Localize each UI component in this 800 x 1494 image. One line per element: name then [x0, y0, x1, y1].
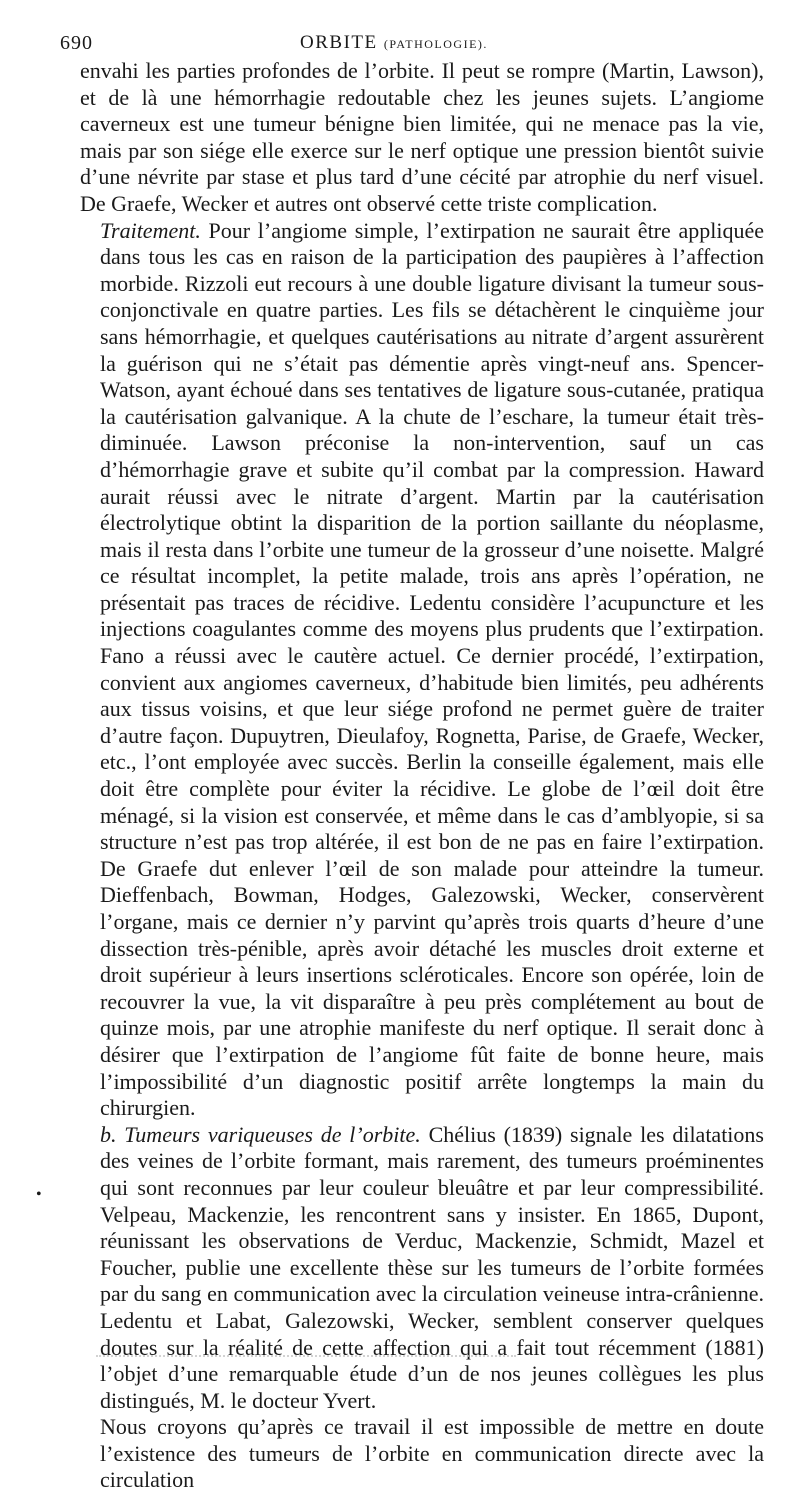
running-head: [60, 26, 764, 58]
page-title: [300, 32, 488, 54]
footer-dotted-rule: [96, 1355, 516, 1359]
paragraph-traitement: [80, 218, 764, 1122]
paragraph-tumeurs-variqueuses: [80, 1122, 764, 1415]
margin-mark: •: [36, 1186, 42, 1203]
paragraph-lead: Traitement.: [100, 217, 201, 243]
paragraph-lead: b. Tumeurs variqueuses de l’orbite.: [100, 1121, 421, 1147]
paragraph-conclusion: [80, 1414, 764, 1494]
paragraph-text: Nous croyons qu’après ce travail il est impossible de mettre en doute l’existence des tumeurs de l’orbite en communication directe avec la circulation: [100, 1414, 764, 1493]
page-title-subtitle: (PATHOLOGIE).: [383, 37, 488, 51]
paragraph-continuation: [80, 58, 764, 218]
paragraph-text: Chélius (1839) signale les dilatations des veines de l’orbite formant, mais rarement, des tumeurs proéminentes qui sont reconnues par leur couleur bleuâtre et par leur compressibilité. Velpeau, Mackenzie, les rencontrent sans y insister. En 1865, Dupont, réunissant les observations de Verduc, Mackenzie, Schmidt, Mazel et Foucher, publie une excellente thèse sur les tumeurs de l’orbite formées par du sang en communication avec la circulation veineuse intra-crânienne. Ledentu et Labat, Galezowski, Wecker, semblent conserver quelques doutes sur la réalité de cette affection qui a fait tout récemment (1881) l’objet d’une remarquable étude d’un de nos jeunes collègues les plus distingués, M. le docteur Yvert.: [100, 1121, 764, 1413]
paragraph-text: Pour l’angiome simple, l’extirpation ne saurait être appliquée dans tous les cas en raison de la participation des paupières à l’affection morbide. Rizzoli eut recours à une double ligature divisant la tumeur sous-conjonctivale en quatre parties. Les fils se détachèrent le cinquième jour sans hémorrhagie, et quelques cautérisations au nitrate d’argent assurèrent la guérison qui ne s’était pas démentie après vingt-neuf ans. Spencer-Watson, ayant échoué dans ses tentatives de ligature sous-cutanée, pratiqua la cautérisation galvanique. A la chute de l’eschare, la tumeur était très-diminuée. Lawson préconise la non-intervention, sauf un cas d’hémorrhagie grave et subite qu’il combat par la compression. Haward aurait réussi avec le nitrate d’argent. Martin par la cautérisation électrolytique obtint la disparition de la portion saillante du néoplasme, mais il resta dans l’orbite une tumeur de la grosseur d’une noisette. Malgré ce résultat incomplet, la petite malade, trois ans après l’opération, ne présentait pas traces de récidive. Ledentu considère l’acupuncture et les injections coagulantes comme des moyens plus prudents que l’extirpation. Fano a réussi avec le cautère actuel. Ce dernier procédé, l’extirpation, convient aux angiomes caverneux, d’habitude bien limités, peu adhérents aux tissus voisins, et que leur siége profond ne permet guère de traiter d’autre façon. Dupuytren, Dieulafoy, Rognetta, Parise, de Graefe, Wecker, etc., l’ont employée avec succès. Berlin la conseille également, mais elle doit être complète pour éviter la récidive. Le globe de l’œil doit être ménagé, si la vision est conservée, et même dans le cas d’amblyopie, si sa structure n’est pas trop altérée, il est bon de ne pas en faire l’extirpation. De Graefe dut enlever l’œil de son malade pour atteindre la tumeur. Dieffenbach, Bowman, Hodges, Galezowski, Wecker, conservèrent l’organe, mais ce dernier n’y parvint qu’après trois quarts d’heure d’une dissection très-pénible, après avoir détaché les muscles droit externe et droit supérieur à leurs insertions scléroticales. Encore son opérée, loin de recouvrer la vue, la vit disparaître à peu près complétement au bout de quinze mois, par une atrophie manifeste du nerf optique. Il serait donc à désirer que l’extirpation de l’angiome fût faite de bonne heure, mais l’impossibilité d’un diagnostic positif arrête longtemps la main du chirurgien.: [100, 217, 764, 1121]
page-number: 690: [60, 32, 93, 54]
body-text: [80, 58, 764, 1494]
page-title-main: ORBITE: [300, 32, 378, 53]
paragraph-text: envahi les parties profondes de l’orbite. Il peut se rompre (Martin, Lawson), et de là une hémorrhagie redoutable chez les jeunes sujets. L’angiome caverneux est une tumeur bénigne bien limitée, qui ne menace pas la vie, mais par son siége elle exerce sur le nerf optique une pression bientôt suivie d’une névrite par stase et plus tard d’une cécité par atrophie du nerf visuel. De Graefe, Wecker et autres ont observé cette triste complication.: [80, 58, 764, 216]
